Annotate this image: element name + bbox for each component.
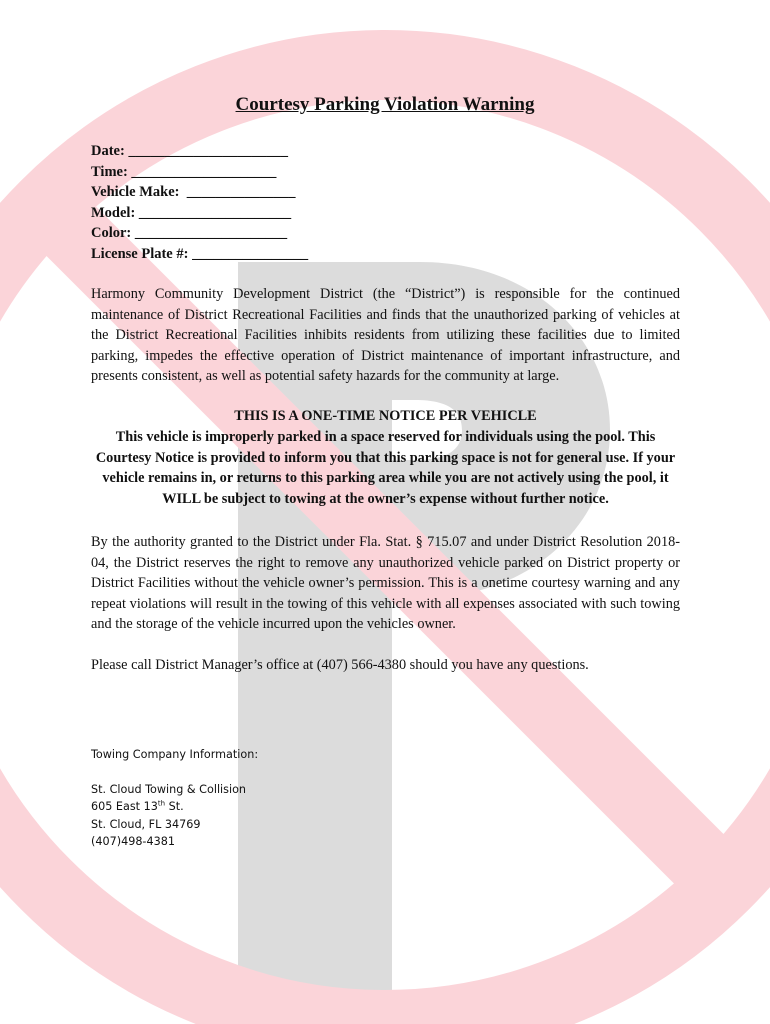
field-color: [91, 223, 308, 244]
towing-city: St. Cloud, FL 34769: [91, 817, 201, 831]
field-blank: _______________: [186, 184, 296, 200]
vehicle-info-fields: [91, 141, 308, 264]
towing-company-info: [91, 746, 258, 850]
field-blank: _____________________: [134, 225, 288, 241]
field-label: Color:: [91, 225, 132, 241]
field-blank: ______________________: [128, 143, 288, 159]
towing-heading: Towing Company Information:: [91, 748, 259, 761]
field-label: Vehicle Make:: [91, 184, 180, 200]
field-label: License Plate #:: [91, 245, 189, 262]
field-label: Time:: [91, 163, 128, 180]
field-blank: ____________________: [131, 163, 277, 180]
field-vehicle-make: [91, 182, 308, 203]
field-blank: _____________________: [138, 204, 292, 221]
contact-line: Please call District Manager’s office at (407) 566-4380 should you have any questions.: [91, 657, 589, 673]
notice-block: [88, 406, 683, 510]
field-model: [91, 203, 308, 224]
field-license-plate: [91, 244, 308, 265]
field-date: [91, 141, 308, 162]
towing-company-name: St. Cloud Towing & Collision: [91, 782, 247, 796]
towing-address: 605 East 13th St.: [91, 799, 184, 814]
field-blank: ________________: [192, 245, 309, 262]
district-responsibility-paragraph: Harmony Community Development District (the “District”) is responsible for the continued maintenance of District Recreational Facilities and finds that the unauthorized parking of vehicles at the District Recreational Facilities inhibits residents from utilizing these facilities due to limited parking, impedes the effective operation of District maintenance of important infrastructure, and presents consistent, as well as potential safety hazards for the community at large.: [91, 286, 680, 385]
field-label: Model:: [91, 204, 136, 221]
towing-phone: (407)498-4381: [91, 835, 175, 849]
notice-heading: THIS IS A ONE-TIME NOTICE PER VEHICLE: [234, 408, 537, 424]
field-label: Date:: [91, 143, 125, 159]
field-time: [91, 162, 308, 183]
authority-paragraph: By the authority granted to the District under Fla. Stat. § 715.07 and under District Resolution 2018-04, the District reserves the right to remove any unauthorized vehicle parked on District property or District Facilities without the vehicle owner’s permission. This is a onetime courtesy warning and any repeat violations will result in the towing of this vehicle with all expenses associated with such towing and the storage of the vehicle incurred upon the vehicles owner.: [91, 534, 680, 633]
notice-body: This vehicle is improperly parked in a space reserved for individuals using the pool. This Courtesy Notice is provided to inform you that this parking space is not for general use. If your vehicle remains in, or returns to this parking area while you are not actively using the pool, it WILL be subject to towing at the owner’s expense without further notice.: [95, 428, 676, 508]
document-title: Courtesy Parking Violation Warning: [235, 94, 535, 115]
